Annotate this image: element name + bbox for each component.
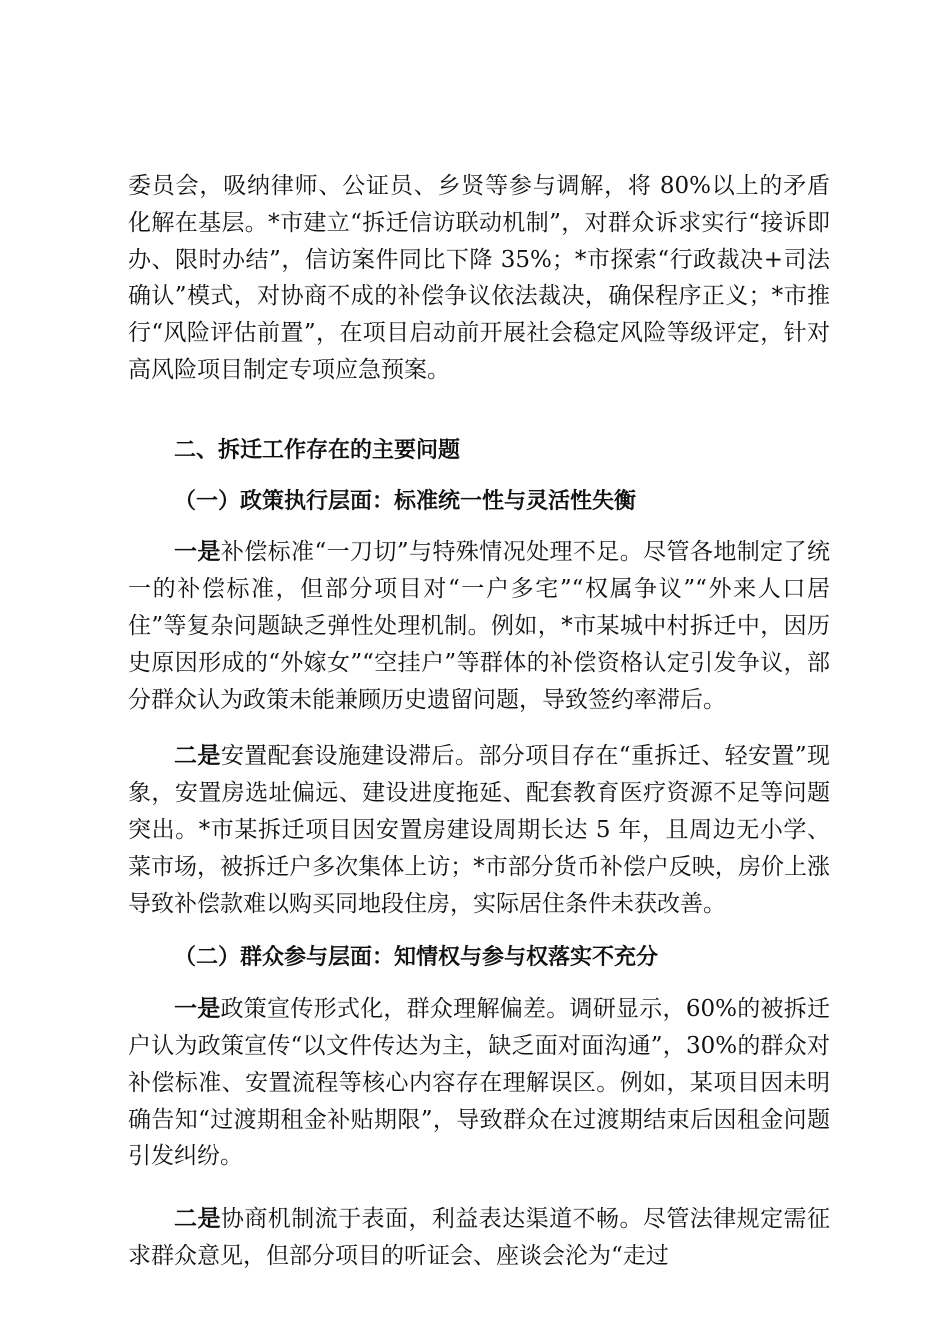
subsection-2-heading: （二）群众参与层面：知情权与参与权落实不充分 bbox=[174, 945, 659, 971]
subsection-2-paragraph-2 bbox=[128, 1201, 830, 1275]
intro-paragraph: 委员会，吸纳律师、公证员、乡贤等参与调解，将 80%以上的矛盾化解在基层。*市建立“拆迁信访联动机制”，对群众诉求实行“接诉即办、限时办结”，信访案件同比下降 35%；*市探索“行政裁决+司法确认”模式，对协商不成的补偿争议依法裁决，确保程序正义；*市推行“风险评估前置”，在项目启动前开展社会稳定风险等级评定，针对高风险项目制定专项应急预案。 bbox=[128, 173, 830, 383]
subsection-1-heading: （一）政策执行层面：标准统一性与灵活性失衡 bbox=[174, 488, 637, 514]
paragraph-text: 补偿标准“一刀切”与特殊情况处理不足。尽管各地制定了统一的补偿标准，但部分项目对“一户多宅”“权属争议”“外来人口居住”等复杂问题缺乏弹性处理机制。例如，*市某城中村拆迁中，因历史原因形成的“外嫁女”“空挂户”等群体的补偿资格认定引发争议，部分群众认为政策未能兼顾历史遗留问题，导致签约率滞后。 bbox=[128, 539, 830, 713]
subsection-1-paragraph-1 bbox=[128, 534, 830, 718]
paragraph-lead: 二是 bbox=[174, 1205, 221, 1233]
paragraph-text: 安置配套设施建设滞后。部分项目存在“重拆迁、轻安置”现象，安置房选址偏远、建设进度拖延、配套教育医疗资源不足等问题突出。*市某拆迁项目因安置房建设周期长达 5 年，且周边无小学、菜市场，被拆迁户多次集体上访；*市部分货币补偿户反映，房价上涨导致补偿款难以购买同地段住房，实际居住条件未获改善。 bbox=[128, 743, 830, 917]
paragraph-lead: 一是 bbox=[174, 995, 221, 1023]
paragraph-lead: 二是 bbox=[174, 742, 221, 770]
paragraph-lead: 一是 bbox=[174, 538, 221, 566]
subsection-2-paragraph-1 bbox=[128, 991, 830, 1175]
paragraph-text: 协商机制流于表面，利益表达渠道不畅。尽管法律规定需征求群众意见，但部分项目的听证会、座谈会沦为“走过 bbox=[128, 1206, 831, 1269]
document-page bbox=[128, 168, 830, 1275]
paragraph-text: 政策宣传形式化，群众理解偏差。调研显示，60%的被拆迁户认为政策宣传“以文件传达为主，缺乏面对面沟通”，30%的群众对补偿标准、安置流程等核心内容存在理解误区。例如，某项目因未明确告知“过渡期租金补贴期限”，导致群众在过渡期结束后因租金问题引发纠纷。 bbox=[128, 996, 830, 1170]
section-heading: 二、拆迁工作存在的主要问题 bbox=[174, 437, 461, 463]
subsection-1-paragraph-2 bbox=[128, 738, 830, 922]
